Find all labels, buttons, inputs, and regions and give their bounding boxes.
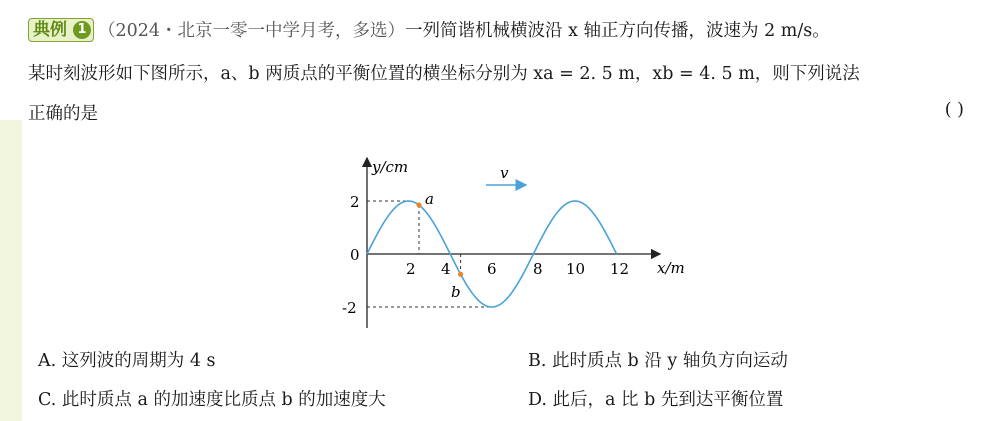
point-b-marker xyxy=(458,272,463,277)
answer-parentheses: ( ) xyxy=(944,100,964,120)
x-tick-2: 2 xyxy=(406,260,416,278)
option-c[interactable]: C. 此时质点 a 的加速度比质点 b 的加速度大 xyxy=(38,390,386,410)
x-axis-label: x/m xyxy=(657,259,685,277)
question-line-3: 正确的是 xyxy=(28,104,98,124)
question-source: （2024・北京一零一中学月考，多选） xyxy=(98,21,406,41)
x-tick-12: 12 xyxy=(610,260,630,278)
point-b-label: b xyxy=(451,283,461,301)
option-d[interactable]: D. 此后，a 比 b 先到达平衡位置 xyxy=(528,390,784,410)
option-b[interactable]: B. 此时质点 b 沿 y 轴负方向运动 xyxy=(528,351,788,371)
x-tick-6: 6 xyxy=(487,260,497,278)
x-tick-4: 4 xyxy=(441,260,451,278)
y-tick-neg2: -2 xyxy=(342,299,357,317)
y-tick-2: 2 xyxy=(350,193,360,211)
point-a-label: a xyxy=(425,190,434,208)
option-a[interactable]: A. 这列波的周期为 4 s xyxy=(38,351,216,371)
y-tick-0: 0 xyxy=(350,246,360,264)
example-tag: 典例 1 xyxy=(28,18,94,42)
question-text-1: 一列简谐机械横波沿 x 轴正方向传播，波速为 2 m/s。 xyxy=(405,21,830,41)
example-number-badge: 1 xyxy=(73,21,91,39)
question-line-2: 某时刻波形如下图所示，a、b 两质点的平衡位置的横坐标分别为 xa = 2. 5 m，xb = 4. 5 m，则下列说法 xyxy=(28,64,860,84)
velocity-label: v xyxy=(500,164,509,182)
wave-figure xyxy=(330,150,700,335)
page-margin-strip xyxy=(0,120,22,421)
point-a-marker xyxy=(416,202,421,207)
question-line-1 xyxy=(28,17,830,42)
x-tick-10: 10 xyxy=(566,260,586,278)
x-tick-8: 8 xyxy=(533,260,543,278)
y-axis-label: y/cm xyxy=(372,158,409,176)
